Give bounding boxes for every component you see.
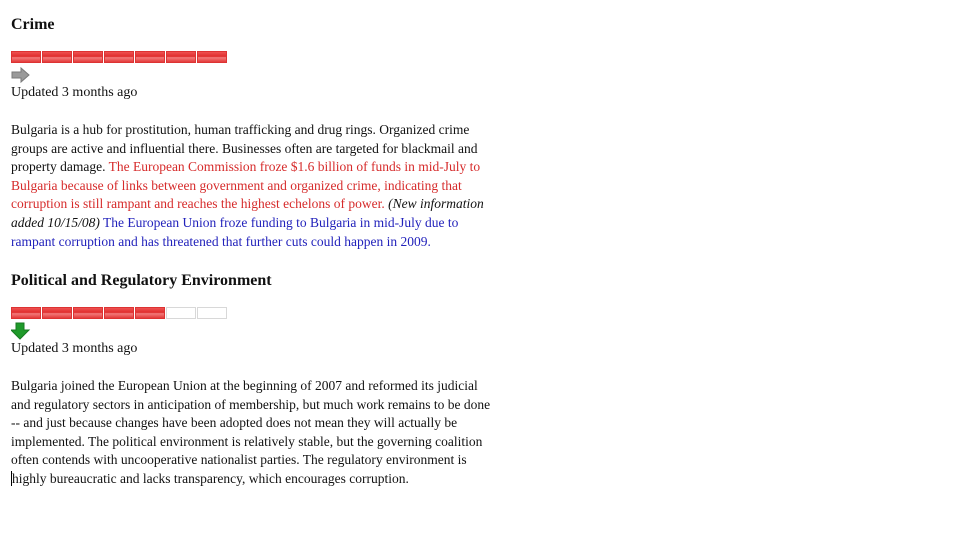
rating-segment-filled [42, 307, 72, 319]
text-run: The European Union froze funding to Bulgaria in mid-July due to [99, 214, 459, 230]
text-line [11, 414, 537, 433]
rating-segment-filled [135, 307, 165, 319]
rating-segment-empty [166, 307, 196, 319]
text-run: The European Commission froze $1.6 billion of funds in mid-July to [108, 159, 481, 175]
text-line [11, 121, 537, 140]
text-run: Bulgaria is a hub for prostitution, human trafficking and drug rings. Organized crime [11, 122, 470, 137]
text-line [11, 396, 537, 415]
updated-timestamp: Updated 3 months ago [11, 85, 138, 100]
text-run: -- and just because changes have been adopted does not mean they will actually be [11, 415, 458, 431]
text-run: often contends with uncooperative nationalist parties. The regulatory environment is [11, 452, 467, 468]
section-title: Crime [11, 16, 55, 33]
text-line [11, 195, 537, 214]
arrow-down-icon [11, 322, 537, 340]
text-line [11, 177, 537, 196]
text-line [11, 433, 537, 452]
rating-segment-filled [73, 51, 103, 63]
section-crime [11, 15, 537, 251]
text-run: property damage. [11, 159, 109, 175]
text-run: groups are active and influential there. Businesses often are targeted for blackmail and [11, 140, 478, 156]
updated-timestamp: Updated 3 months ago [11, 341, 138, 356]
rating-segment-filled [135, 51, 165, 63]
rating-segment-filled [11, 307, 41, 319]
text-line [11, 214, 537, 233]
text-line [11, 140, 537, 159]
section-political-regulatory [11, 271, 537, 489]
text-line [11, 377, 537, 396]
arrow-right-icon [11, 66, 537, 84]
text-run: Bulgaria joined the European Union at the beginning of 2007 and reformed its judicial [11, 378, 478, 393]
section-title: Political and Regulatory Environment [11, 272, 272, 289]
rating-segment-filled [42, 51, 72, 63]
text-line [11, 451, 537, 470]
text-run: rampant corruption and has threatened that further cuts could happen in 2009. [11, 233, 431, 249]
section-description [11, 121, 537, 251]
text-run: (New information [388, 196, 484, 212]
rating-bar [11, 51, 537, 64]
text-line [11, 158, 537, 177]
rating-segment-filled [73, 307, 103, 319]
text-run: and regulatory sectors in anticipation of membership, but much work remains to be done [11, 396, 491, 412]
section-description [11, 377, 537, 489]
text-run: added 10/15/08) [11, 214, 100, 230]
text-line [11, 470, 537, 489]
rating-segment-filled [11, 51, 41, 63]
text-run: corruption is still rampant and reaches the highest echelons of power. [11, 196, 389, 212]
rating-segment-filled [104, 307, 134, 319]
rating-segment-filled [197, 51, 227, 63]
text-run: highly bureaucratic and lacks transparency, which encourages corruption. [12, 470, 409, 486]
text-line [11, 233, 537, 252]
rating-bar [11, 307, 537, 320]
rating-segment-filled [166, 51, 196, 63]
rating-segment-empty [197, 307, 227, 319]
rating-segment-filled [104, 51, 134, 63]
text-run: Bulgaria because of links between government and organized crime, indicating that [11, 177, 462, 193]
text-run: implemented. The political environment is relatively stable, but the governing coalition [11, 433, 483, 449]
